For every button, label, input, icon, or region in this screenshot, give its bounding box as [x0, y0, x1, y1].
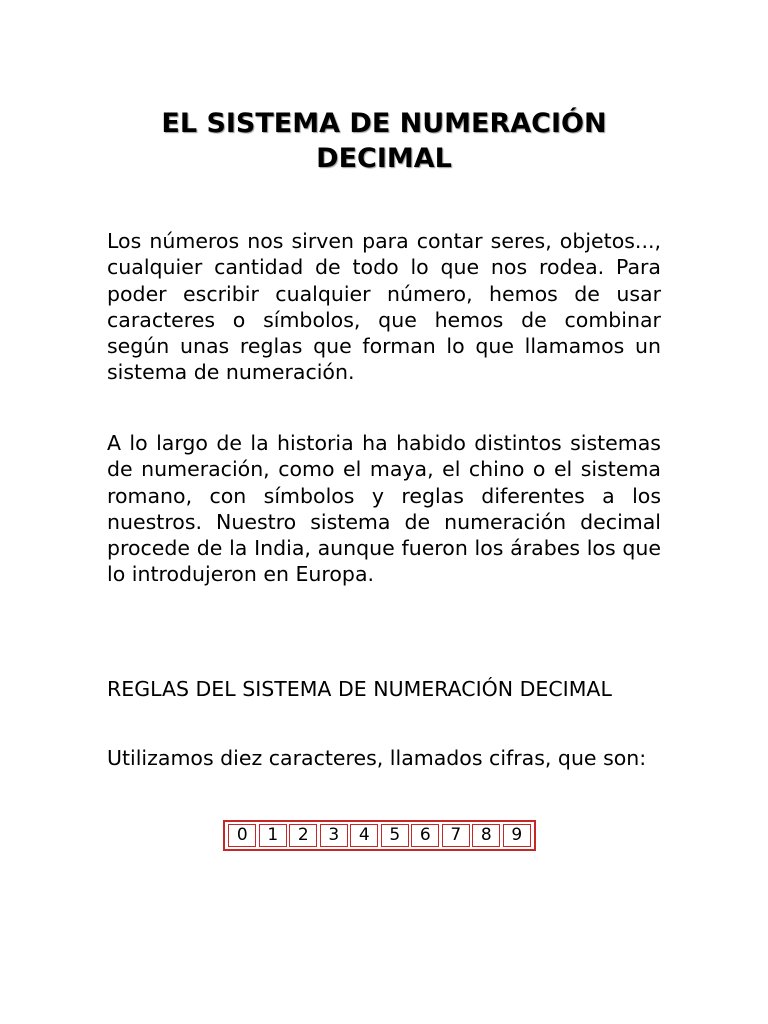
digit-5: 5	[381, 824, 409, 847]
digit-8: 8	[472, 824, 500, 847]
document-title: EL SISTEMA DE NUMERACIÓN DECIMAL	[161, 108, 607, 174]
paragraph-digits-intro: Utilizamos diez caracteres, llamados cifras, que son:	[107, 746, 647, 770]
digit-0: 0	[228, 824, 256, 847]
paragraph-history: A lo largo de la historia ha habido distintos sistemas de numeración, como el maya, el chino o el sistema romano, con símbolos y reglas diferentes a los nuestros. Nuestro sistema de numeración decimal procede de la India, aunque fueron los árabes los que lo introdujeron en Europa.	[107, 431, 661, 587]
section-heading-rules: REGLAS DEL SISTEMA DE NUMERACIÓN DECIMAL	[107, 677, 612, 701]
digit-6: 6	[411, 824, 439, 847]
digit-2: 2	[289, 824, 317, 847]
digits-strip	[223, 820, 536, 851]
paragraph-intro: Los números nos sirven para contar seres, objetos..., cualquier cantidad de todo lo que nos rodea. Para poder escribir cualquier número, hemos de usar caracteres o símbolos, que hemos de combinar según unas reglas que forman lo que llamamos un sistema de numeración.	[107, 229, 661, 385]
digit-1: 1	[259, 824, 287, 847]
digit-3: 3	[320, 824, 348, 847]
digit-4: 4	[350, 824, 378, 847]
digit-9: 9	[503, 824, 531, 847]
digit-7: 7	[442, 824, 470, 847]
